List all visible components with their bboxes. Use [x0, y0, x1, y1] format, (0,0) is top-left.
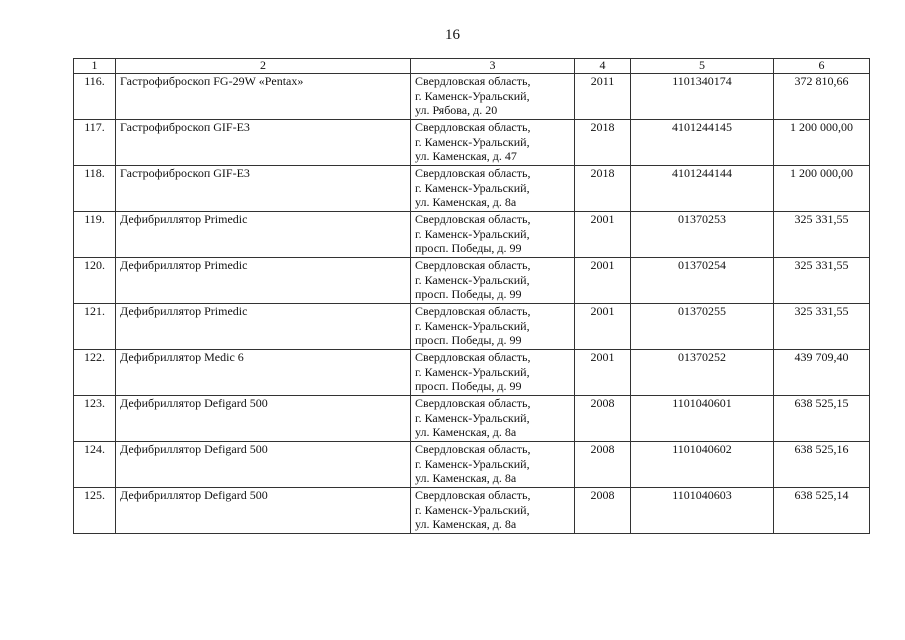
address-line: просп. Победы, д. 99 [415, 287, 522, 302]
item-address [411, 350, 575, 396]
address-line: г. Каменск-Уральский, [415, 410, 530, 425]
address-line: г. Каменск-Уральский, [415, 134, 530, 149]
address-line: ул. Каменская, д. 47 [415, 149, 517, 164]
address-line: Свердловская область, [415, 488, 531, 502]
column-header-4: 4 [575, 59, 631, 74]
column-header-2: 2 [116, 59, 411, 74]
item-cost: 638 525,15 [774, 396, 870, 442]
item-address [411, 442, 575, 488]
column-header-3: 3 [411, 59, 575, 74]
inventory-number: 01370254 [631, 258, 774, 304]
item-name: Гастрофиброскоп GIF-E3 [116, 166, 411, 212]
inventory-number: 4101244145 [631, 120, 774, 166]
row-number: 116. [74, 74, 116, 120]
address-line: ул. Каменская, д. 8а [415, 195, 517, 210]
item-address [411, 488, 575, 534]
address-line: г. Каменск-Уральский, [415, 318, 530, 333]
item-year: 2008 [575, 396, 631, 442]
table-row [74, 488, 870, 534]
column-header-5: 5 [631, 59, 774, 74]
item-name: Дефибриллятор Defigard 500 [116, 396, 411, 442]
address-line: Свердловская область, [415, 166, 531, 180]
item-year: 2008 [575, 488, 631, 534]
inventory-number: 01370253 [631, 212, 774, 258]
item-name: Гастрофиброскоп FG-29W «Pentax» [116, 74, 411, 120]
item-name: Дефибриллятор Primedic [116, 212, 411, 258]
address-line: Свердловская область, [415, 120, 531, 134]
table-row [74, 350, 870, 396]
item-address [411, 258, 575, 304]
row-number: 124. [74, 442, 116, 488]
inventory-number: 01370252 [631, 350, 774, 396]
address-line: ул. Рябова, д. 20 [415, 103, 498, 118]
item-cost: 1 200 000,00 [774, 120, 870, 166]
table-row [74, 166, 870, 212]
address-line: ул. Каменская, д. 8а [415, 517, 517, 532]
table-row [74, 304, 870, 350]
item-cost: 439 709,40 [774, 350, 870, 396]
item-name: Дефибриллятор Defigard 500 [116, 442, 411, 488]
item-name: Дефибриллятор Primedic [116, 258, 411, 304]
inventory-number: 4101244144 [631, 166, 774, 212]
address-line: Свердловская область, [415, 396, 531, 410]
row-number: 123. [74, 396, 116, 442]
item-cost: 638 525,16 [774, 442, 870, 488]
item-year: 2008 [575, 442, 631, 488]
item-year: 2001 [575, 304, 631, 350]
table-row [74, 74, 870, 120]
item-year: 2001 [575, 258, 631, 304]
page-number: 16 [445, 27, 460, 43]
item-cost: 1 200 000,00 [774, 166, 870, 212]
item-address [411, 166, 575, 212]
item-year: 2018 [575, 166, 631, 212]
item-address [411, 396, 575, 442]
row-number: 117. [74, 120, 116, 166]
address-line: г. Каменск-Уральский, [415, 364, 530, 379]
row-number: 121. [74, 304, 116, 350]
inventory-number: 1101040601 [631, 396, 774, 442]
item-year: 2001 [575, 350, 631, 396]
address-line: Свердловская область, [415, 350, 531, 364]
address-line: г. Каменск-Уральский, [415, 272, 530, 287]
item-name: Гастрофиброскоп GIF-E3 [116, 120, 411, 166]
table-row [74, 212, 870, 258]
item-cost: 325 331,55 [774, 304, 870, 350]
header-row [74, 59, 870, 74]
address-line: г. Каменск-Уральский, [415, 226, 530, 241]
item-year: 2018 [575, 120, 631, 166]
address-line: г. Каменск-Уральский, [415, 502, 530, 517]
address-line: г. Каменск-Уральский, [415, 180, 530, 195]
table-row [74, 442, 870, 488]
item-address [411, 120, 575, 166]
address-line: просп. Победы, д. 99 [415, 241, 522, 256]
address-line: просп. Победы, д. 99 [415, 333, 522, 348]
row-number: 118. [74, 166, 116, 212]
address-line: Свердловская область, [415, 304, 531, 318]
table-header [74, 59, 870, 74]
address-line: Свердловская область, [415, 442, 531, 456]
address-line: г. Каменск-Уральский, [415, 456, 530, 471]
item-address [411, 304, 575, 350]
item-cost: 325 331,55 [774, 258, 870, 304]
row-number: 122. [74, 350, 116, 396]
inventory-number: 1101040602 [631, 442, 774, 488]
item-cost: 638 525,14 [774, 488, 870, 534]
property-table [73, 58, 870, 534]
address-line: Свердловская область, [415, 212, 531, 226]
item-name: Дефибриллятор Medic 6 [116, 350, 411, 396]
table-body [74, 74, 870, 534]
item-year: 2001 [575, 212, 631, 258]
inventory-number: 01370255 [631, 304, 774, 350]
table-row [74, 396, 870, 442]
table-row [74, 258, 870, 304]
address-line: г. Каменск-Уральский, [415, 88, 530, 103]
row-number: 119. [74, 212, 116, 258]
row-number: 125. [74, 488, 116, 534]
table-row [74, 120, 870, 166]
inventory-number: 1101040603 [631, 488, 774, 534]
column-header-1: 1 [74, 59, 116, 74]
item-year: 2011 [575, 74, 631, 120]
address-line: ул. Каменская, д. 8а [415, 425, 517, 440]
address-line: просп. Победы, д. 99 [415, 379, 522, 394]
item-address [411, 212, 575, 258]
item-cost: 372 810,66 [774, 74, 870, 120]
address-line: ул. Каменская, д. 8а [415, 471, 517, 486]
row-number: 120. [74, 258, 116, 304]
item-address [411, 74, 575, 120]
column-header-6: 6 [774, 59, 870, 74]
item-cost: 325 331,55 [774, 212, 870, 258]
address-line: Свердловская область, [415, 74, 531, 88]
item-name: Дефибриллятор Defigard 500 [116, 488, 411, 534]
inventory-number: 1101340174 [631, 74, 774, 120]
item-name: Дефибриллятор Primedic [116, 304, 411, 350]
address-line: Свердловская область, [415, 258, 531, 272]
